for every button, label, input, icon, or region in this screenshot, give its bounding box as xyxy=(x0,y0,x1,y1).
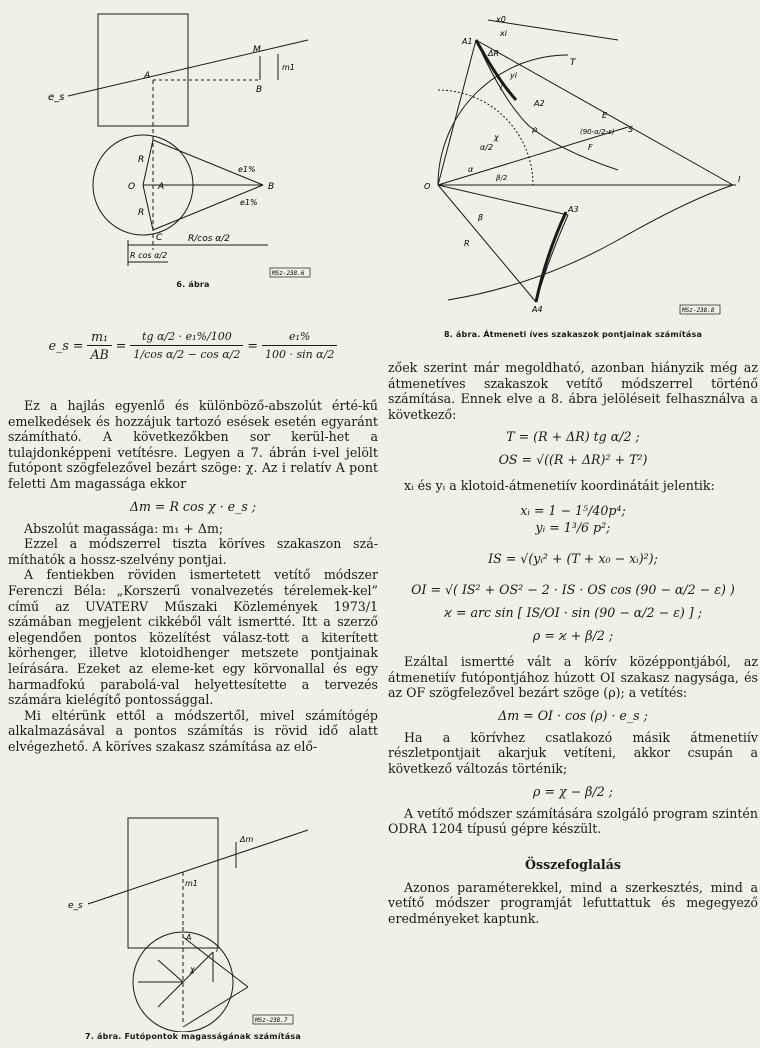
equation-kappa: ϰ = arc sin [ IS/OI · sin (90 − α/2 − ε) ] ; xyxy=(444,604,702,620)
equation-dm2: Δm = OI · cos (ρ) · e_s ; xyxy=(498,707,648,723)
fig8-label-x0: x0 xyxy=(496,15,506,24)
equation-xi: xᵢ = 1 − 1⁵/40p⁴; xyxy=(520,502,626,518)
equation-yi: yᵢ = 1³/6 p²; xyxy=(535,519,611,535)
equation-OS: OS = √((R + ΔR)² + T²) xyxy=(498,452,648,468)
fig6-label-B: B xyxy=(268,182,275,192)
fig7-label-i: i xyxy=(216,945,219,954)
left-column xyxy=(8,0,378,1041)
figure-8-drawing xyxy=(388,0,758,330)
fig8-label-angle: (90-α/2-ε) xyxy=(580,128,615,136)
fig6-label-R1: R xyxy=(138,155,145,165)
fig8-label-rho: ρ xyxy=(532,125,538,134)
fig8-label-I: I xyxy=(738,175,741,184)
equation-rho: ρ = ϰ + β/2 ; xyxy=(532,627,614,643)
eq-es-frac3: $\frac{\text{e₁\%}}{\text{100 · sin α/2}}$ xyxy=(262,328,337,363)
fig6-label-e1-down: e1% xyxy=(240,198,258,207)
left-paragraph-1: Ez a hajlás egyenlő és különböző-abszolút érté-kű emelkedések és hozzájuk tartozó esések esetén egyaránt számítható. A következőkben sor kerül-het a tulajdonképpeni vetítésre. Legyen a 7. ábrán i-vel jelölt futópont szögfelezővel bezárt szöge: χ. Az i relatív A pont feletti Δm magassága ekkor xyxy=(8,398,378,491)
fig7-label-m1: m1 xyxy=(185,879,198,888)
fig8-label-alpha: α xyxy=(468,165,474,174)
fig8-label-A1: A1 xyxy=(462,37,473,46)
fig6-stamp: MSz-238.6 xyxy=(272,270,305,277)
figure-8 xyxy=(388,0,758,350)
fig7-stamp: MSz-238.7 xyxy=(255,1017,288,1024)
fig8-label-A3: A3 xyxy=(568,205,579,214)
fig6-label-e1-up: e1% xyxy=(238,165,256,174)
fig6-label-es: e_s xyxy=(48,92,65,103)
fig8-label-F: F xyxy=(588,143,593,152)
fig8-label-R: R xyxy=(464,239,470,248)
right-paragraph-1: zőek szerint már megoldható, azonban hiányzik még az átmenetíves szakaszok vetítő módszerrel történő számítása. Ennek elve a 8. ábra jelöléseit felhasználva a következő: xyxy=(388,360,758,422)
fig8-label-A4: A4 xyxy=(532,305,543,314)
fig8-label-chi: χ xyxy=(494,133,499,142)
eq-es-lhs: e_s = xyxy=(48,337,84,353)
fig6-label-A-top: A xyxy=(144,71,151,81)
fig6-label-B-top: B xyxy=(256,85,263,95)
fig6-label-Rcos: R/cos α/2 xyxy=(188,234,230,244)
equation-T: T = (R + ΔR) tg α/2 ; xyxy=(506,429,640,445)
equation-dm: Δm = R cos χ · e_s ; xyxy=(129,498,257,514)
right-paragraph-6: Azonos paraméterekkel, mind a szerkesztés, mind a vetítő módszer programját lefuttattuk és megegyező eredményeket kaptunk. xyxy=(388,879,758,926)
fig6-label-R2: R xyxy=(138,208,145,218)
left-paragraph-5: Mi eltérünk ettől a módszertől, mivel számítógép alkalmazásával a pontos számítás is rövid idő alatt elvégezhető. A köríves szakasz számítása az elő- xyxy=(8,707,378,754)
right-paragraph-3: Ezáltal ismertté vált a körív középpontjából, az átmenetiív futópontjához húzott OI szakasz nagysága, és az OF szögfelezővel bezárt szöge (ρ); a vetítés: xyxy=(388,653,758,701)
fig7-label-es: e_s xyxy=(68,901,83,911)
right-paragraph-5: A vetítő módszer számítására szolgáló program szintén ODRA 1204 típusú gépre készült. xyxy=(388,805,758,837)
fig8-label-S: S xyxy=(628,125,634,134)
equation-es: e_s = $\frac{\text{m₁}}{AB}$ = $\frac{\text{tg α/2 · e₁\%/100}}{\text{1/cos α/2 − cos α/2}}$ = $\frac{\text{e₁\%}}{\text{100 · sin α/2}}$ xyxy=(8,310,378,380)
fig8-label-xi: xi xyxy=(500,29,507,38)
fig8-label-A2: A2 xyxy=(534,99,545,108)
left-paragraph-3: Ezzel a módszerrel tiszta köríves szakaszon szá-míthatók a hossz-szelvény pontjai. xyxy=(8,536,378,567)
eq-es-frac2: $\frac{\text{tg α/2 · e₁\%/100}}{\text{1/cos α/2 − cos α/2}}$ xyxy=(130,328,243,363)
fig8-label-O: O xyxy=(424,182,431,191)
fig7-label-dm: Δm xyxy=(240,835,254,844)
left-paragraph-2: Abszolút magassága: m₁ + Δm; xyxy=(24,520,224,536)
figure-6 xyxy=(8,0,378,292)
section-heading-summary: Összefoglalás xyxy=(525,856,621,872)
fig6-label-A: A xyxy=(158,182,165,192)
fig8-label-beta: β xyxy=(478,213,484,222)
figure-7 xyxy=(8,812,378,1048)
fig8-label-dR: ΔR xyxy=(488,49,500,58)
fig8-label-T: T xyxy=(570,58,576,68)
right-paragraph-4: Ha a körívhez csatlakozó másik átmenetiív részletpontjait akarjuk vetíteni, akkor csupán a következő változás történik; xyxy=(388,729,758,776)
right-paragraph-2: xᵢ és yᵢ a klotoid-átmenetiív koordinátáit jelentik: xyxy=(404,478,715,494)
fig6-label-m1: m1 xyxy=(282,63,295,72)
figure-6-drawing xyxy=(8,0,378,280)
fig8-stamp: MSz-238.8 xyxy=(682,307,715,314)
fig6-label-M: M xyxy=(253,45,261,55)
left-paragraph-4: A fentiekben röviden ismertetett vetítő módszer Ferenczi Béla: „Korszerű vonalvezetés térelemek-kel” című az UVATERV Műszaki Közlemények 1973/1 számában megjelent cikkéből vált ismertté. Itt a szerző elegendően pontos közelítést válasz-tott a kiterített körhenger, illetve klotoidhenger metszete pontjainak leírására. Ezeket az eleme-ket egy körvonallal és egy harmadfokú parabolá-val helyettesítette a tervezés számára kielégítő pontossággal. xyxy=(8,567,378,708)
fig7-label-chi: χ xyxy=(190,965,195,974)
fig6-label-O: O xyxy=(128,182,136,192)
eq-es-frac1: $\frac{\text{m₁}}{AB}$ xyxy=(87,328,111,363)
fig8-label-E: E xyxy=(602,111,608,120)
equation-IS: IS = √(yᵢ² + (T + x₀ − xᵢ)²); xyxy=(488,550,658,566)
figure-8-caption: 8. ábra. Átmeneti íves szakaszok pontjainak számítása xyxy=(443,330,703,339)
figure-7-drawing xyxy=(8,812,378,1032)
fig6-label-C: C xyxy=(156,233,163,243)
figure-7-caption: 7. ábra. Futópontok magasságának számítása xyxy=(85,1032,301,1041)
fig8-label-beta2: β/2 xyxy=(496,174,508,182)
fig6-label-Rcos2: R cos α/2 xyxy=(130,251,168,260)
figure-6-caption: 6. ábra xyxy=(176,280,210,289)
right-column xyxy=(388,0,758,927)
equation-rho2: ρ = χ − β/2 ; xyxy=(533,783,613,799)
fig8-label-alpha2: α/2 xyxy=(480,143,494,152)
fig8-label-i: i xyxy=(500,83,503,92)
equation-OI: OI = √( IS² + OS² − 2 · IS · OS cos (90 − α/2 − ε) ) xyxy=(411,581,735,597)
fig7-label-A: A xyxy=(186,933,192,942)
fig8-label-yi: yi xyxy=(510,71,517,80)
